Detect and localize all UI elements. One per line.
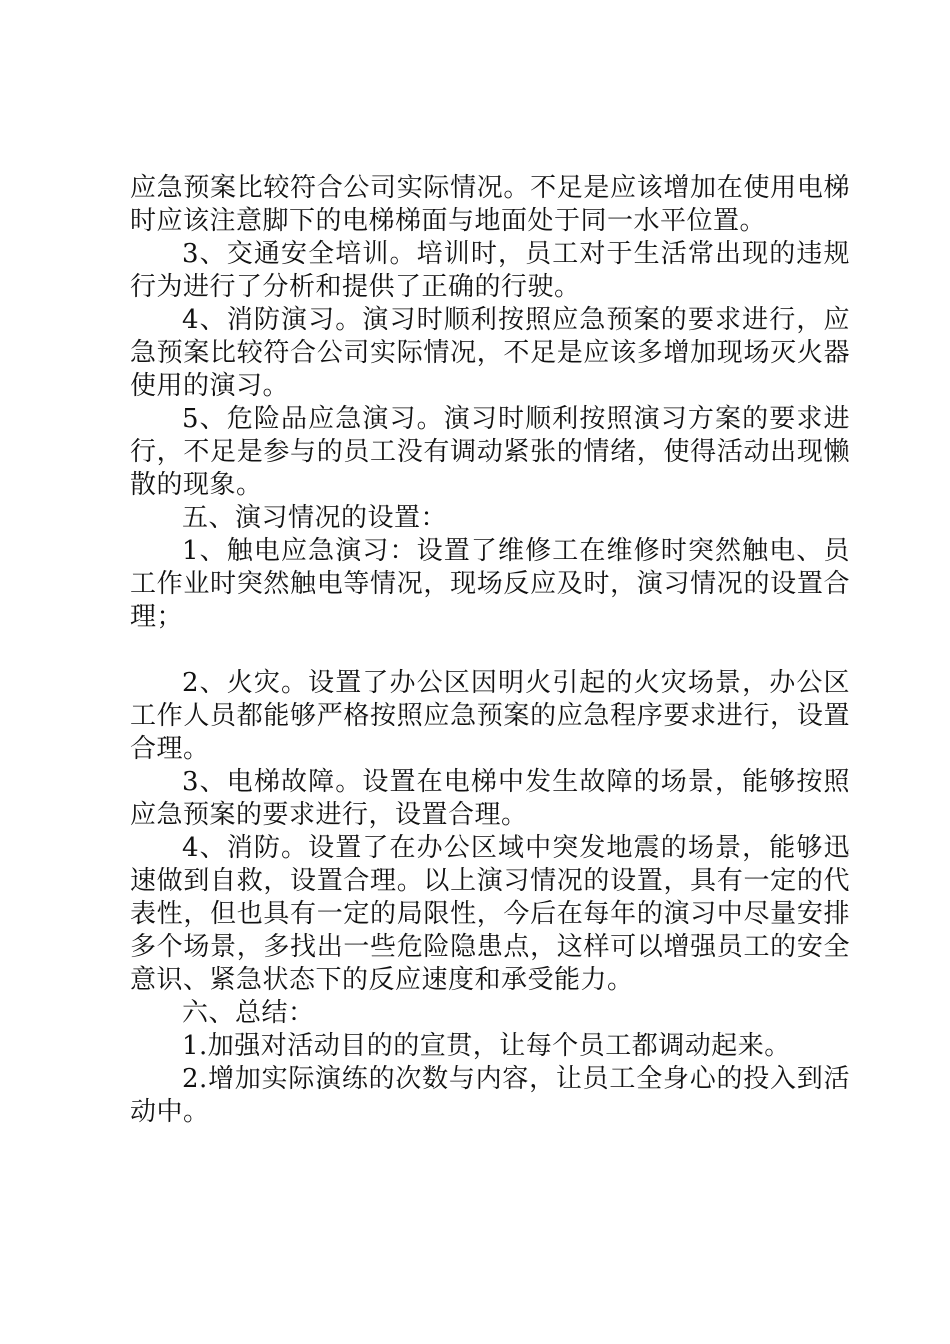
paragraph-fire-drill: 4、消防演习。演习时顺利按照应急预案的要求进行，应急预案比较符合公司实际情况，不足是应该多增加现场灭火器使用的演习。 [130, 305, 850, 401]
section-heading-summary: 六、总结： [182, 998, 315, 1028]
paragraph-traffic-training: 3、交通安全培训。培训时，员工对于生活常出现的违规行为进行了分析和提供了正确的行驶。 [130, 239, 850, 302]
blank-line [130, 634, 850, 667]
paragraph-electric-shock: 1、触电应急演习：设置了维修工在维修时突然触电、员工作业时突然触电等情况，现场反应及时，演习情况的设置合理； [130, 536, 850, 632]
paragraph-elevator-fault: 3、电梯故障。设置在电梯中发生故障的场景，能够按照应急预案的要求进行，设置合理。 [130, 767, 850, 830]
section-heading-drill-settings: 五、演习情况的设置： [182, 503, 448, 533]
summary-item-1: 1.加强对活动目的的宣贯，让每个员工都调动起来。 [182, 1031, 791, 1061]
document-body [130, 172, 850, 1129]
paragraph-continuation: 应急预案比较符合公司实际情况。不足是应该增加在使用电梯时应该注意脚下的电梯梯面与地面处于同一水平位置。 [130, 173, 850, 236]
paragraph-fire-protection: 4、消防。设置了在办公区域中突发地震的场景，能够迅速做到自救，设置合理。以上演习情况的设置，具有一定的代表性，但也具有一定的局限性，今后在每年的演习中尽量安排多个场景，多找出一些危险隐患点，这样可以增强员工的安全意识、紧急状态下的反应速度和承受能力。 [130, 833, 850, 995]
summary-item-2: 2.增加实际演练的次数与内容，让员工全身心的投入到活动中。 [130, 1064, 850, 1127]
paragraph-hazmat-drill: 5、危险品应急演习。演习时顺利按照演习方案的要求进行，不足是参与的员工没有调动紧张的情绪，使得活动出现懒散的现象。 [130, 404, 850, 500]
paragraph-fire: 2、火灾。设置了办公区因明火引起的火灾场景，办公区工作人员都能够严格按照应急预案的应急程序要求进行，设置合理。 [130, 668, 850, 764]
